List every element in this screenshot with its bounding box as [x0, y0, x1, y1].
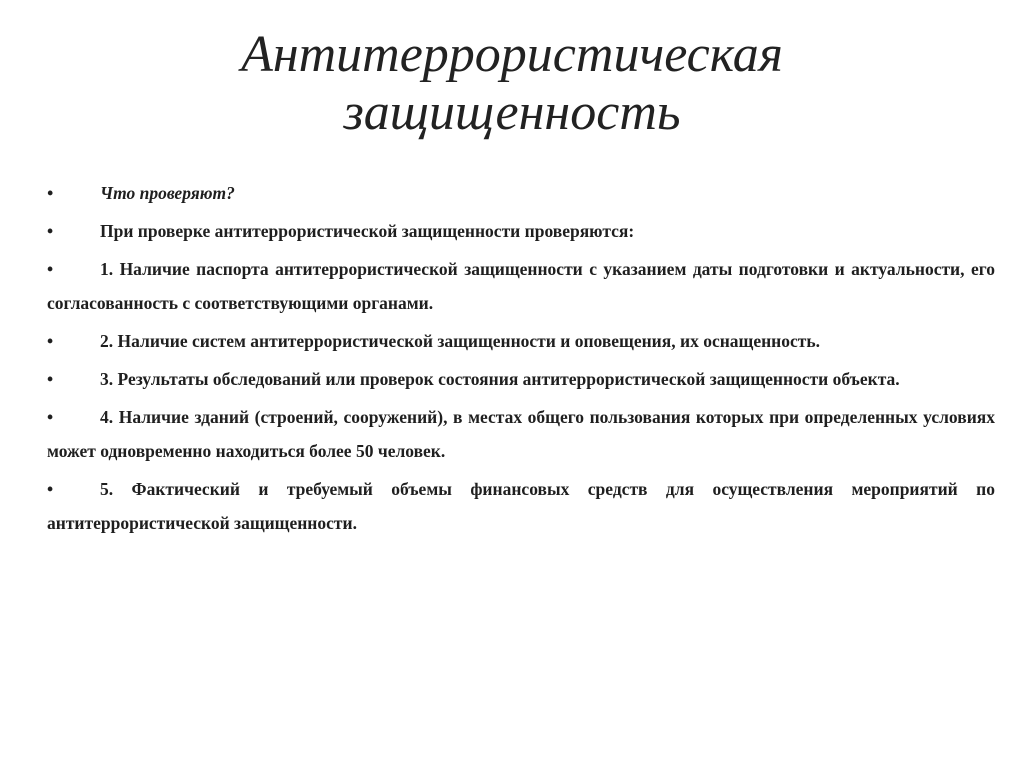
title-line-1: Антитеррористическая [241, 26, 783, 83]
list-item-text: При проверке антитеррористической защищенности проверяются: [100, 221, 635, 241]
list-item [47, 362, 995, 396]
list-item [47, 214, 995, 248]
bullet-list [47, 176, 995, 544]
list-item [47, 324, 995, 358]
bullet-icon: • [47, 259, 54, 279]
bullet-icon: • [47, 221, 54, 241]
slide-title [0, 26, 1024, 142]
list-item-text: 3. Результаты обследований или проверок состояния антитеррористической защищенности объекта. [100, 369, 900, 389]
list-item [47, 400, 995, 468]
list-item-text: 2. Наличие систем антитеррористической защищенности и оповещения, их оснащенность. [100, 331, 820, 351]
list-item [47, 472, 995, 540]
bullet-icon: • [47, 183, 54, 203]
list-item-text: 4. Наличие зданий (строений, сооружений), в местах общего пользования которых при определенных условиях может одновременно находиться более 50 человек. [47, 407, 995, 461]
bullet-icon: • [47, 331, 54, 351]
bullet-icon: • [47, 407, 54, 427]
list-item-text: Что проверяют? [100, 183, 235, 203]
list-item-text: 1. Наличие паспорта антитеррористической защищенности с указанием даты подготовки и актуальности, его согласованность с соответствующими органами. [47, 259, 995, 313]
list-item [47, 176, 995, 210]
bullet-icon: • [47, 369, 54, 389]
list-item-text: 5. Фактический и требуемый объемы финансовых средств для осуществления мероприятий по антитеррористической защищенности. [47, 479, 995, 533]
bullet-icon: • [47, 479, 54, 499]
list-item [47, 252, 995, 320]
title-line-2: защищенность [343, 84, 681, 141]
